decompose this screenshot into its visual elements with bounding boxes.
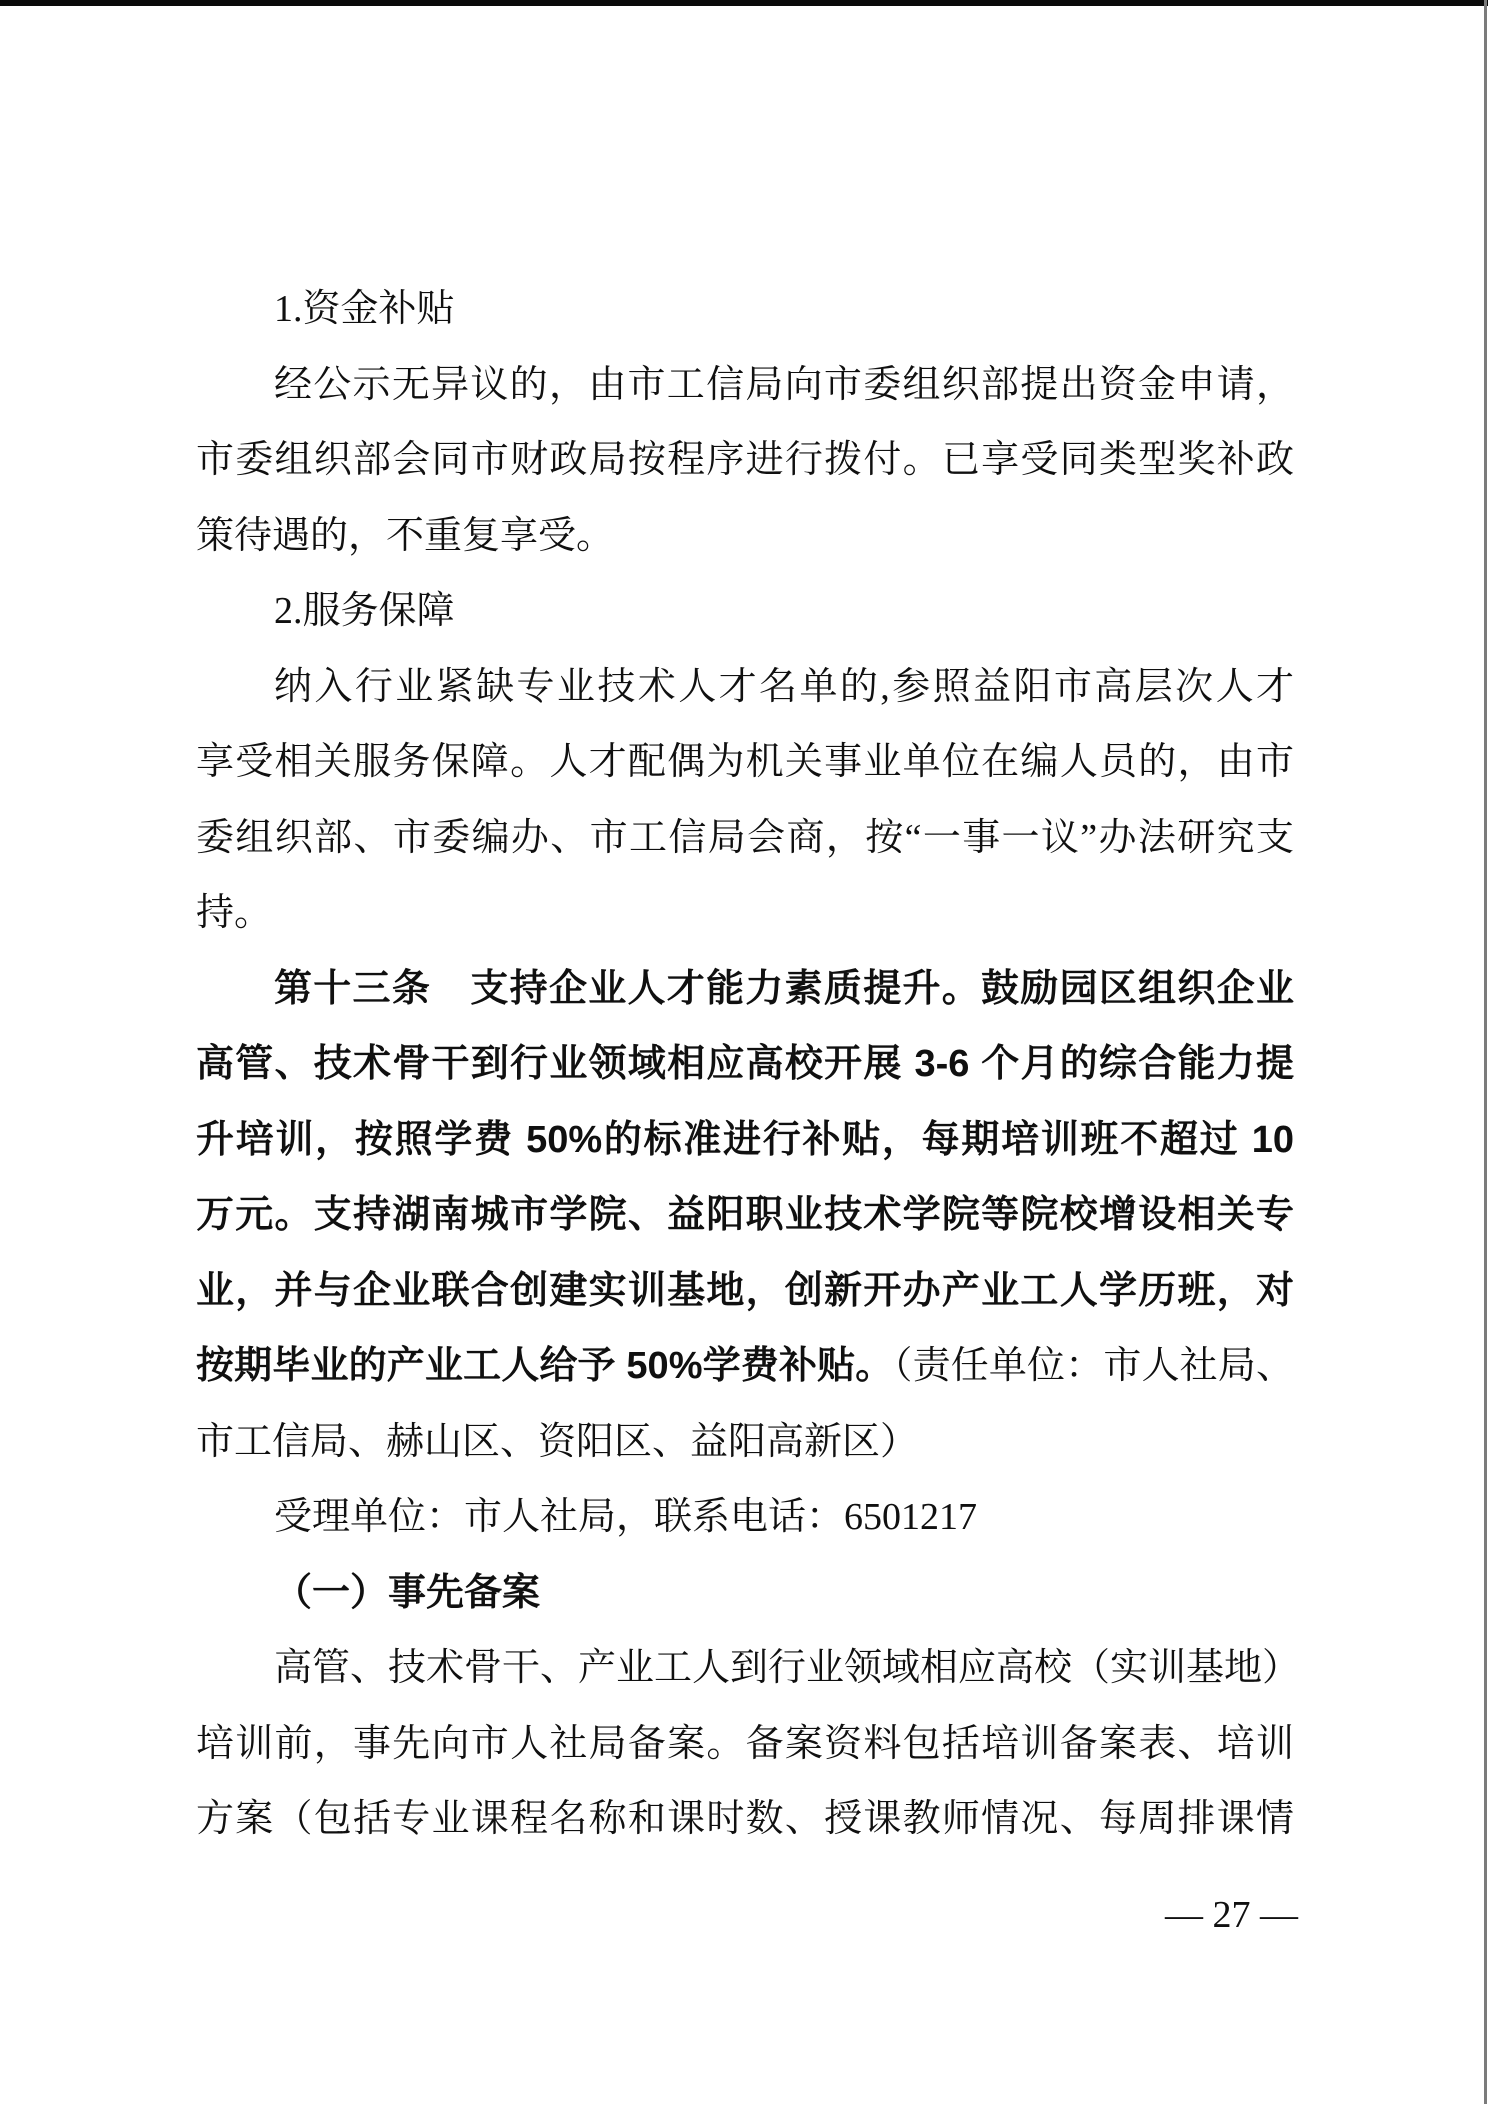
text-segment: 市工信局、赫山区、资阳区、益阳高新区） [196,1420,919,1463]
text-line-9 [196,876,1294,952]
text-segment: 策待遇的，不重复享受。 [196,514,615,557]
text-line-4 [196,499,1294,575]
text-segment: 高管、技术骨干、产业工人到行业领域相应高校（实训基地） [274,1647,1301,1689]
text-line-3 [196,423,1294,499]
text-segment: 业，并与企业联合创建实训基地，创新开办产业工人学历班，对 [196,1269,1294,1312]
text-segment: 第十三条 支持企业人才能力素质提升。鼓励园区组织企业 [274,967,1294,1010]
text-line-21 [196,1782,1294,1858]
text-segment: 1.资金补贴 [274,288,455,330]
text-segment: 万元。支持湖南城市学院、益阳职业技术学院等院校增设相关专 [196,1194,1294,1236]
text-line-11 [196,1027,1294,1103]
text-segment: （一）事先备案 [274,1571,541,1614]
text-line-13 [196,1178,1294,1254]
text-segment: （责任单位：市人社局、 [893,1345,1294,1387]
text-segment: 经公示无异议的，由市工信局向市委组织部提出资金申请， [274,363,1294,406]
text-line-16 [196,1405,1294,1481]
text-line-7 [196,725,1294,801]
text-line-6 [196,650,1294,726]
text-segment: 受理单位：市人社局，联系电话：6501217 [274,1496,978,1538]
text-segment: 培训前，事先向市人社局备案。备案资料包括培训备案表、培训 [196,1722,1294,1765]
text-segment: 市委组织部会同市财政局按程序进行拨付。已享受同类型奖补政 [196,439,1294,481]
document-body [196,272,1301,1858]
text-segment: 高管、技术骨干到行业领域相应高校开展 3-6 个月的综合能力提 [196,1043,1294,1085]
text-line-14 [196,1254,1294,1330]
text-segment: 2.服务保障 [274,590,455,632]
text-line-15 [196,1329,1294,1405]
text-line-18 [196,1556,1294,1632]
text-segment: 委组织部、市委编办、市工信局会商，按“一事一议”办法研究支 [196,816,1294,859]
text-line-5 [196,574,1294,650]
text-segment: 升培训，按照学费 50%的标准进行补贴，每期培训班不超过 10 [196,1118,1294,1161]
text-line-10 [196,952,1294,1028]
scan-right-edge [1484,0,1487,2104]
text-segment: 方案（包括专业课程名称和课时数、授课教师情况、每周排课情 [196,1798,1294,1840]
text-line-1 [196,272,1294,348]
scan-top-edge [0,0,1488,6]
text-segment: 纳入行业紧缺专业技术人才名单的,参照益阳市高层次人才 [274,665,1294,708]
text-segment: 持。 [196,892,273,934]
text-segment: 按期毕业的产业工人给予 50%学费补贴。 [196,1345,894,1387]
text-line-20 [196,1707,1294,1783]
text-line-17 [196,1480,1294,1556]
page-number: — 27 — [1165,1894,1298,1936]
text-line-2 [196,348,1294,424]
text-line-8 [196,801,1294,877]
text-line-19 [196,1631,1301,1707]
text-line-12 [196,1103,1294,1179]
text-segment: 享受相关服务保障。人才配偶为机关事业单位在编人员的，由市 [196,741,1294,783]
